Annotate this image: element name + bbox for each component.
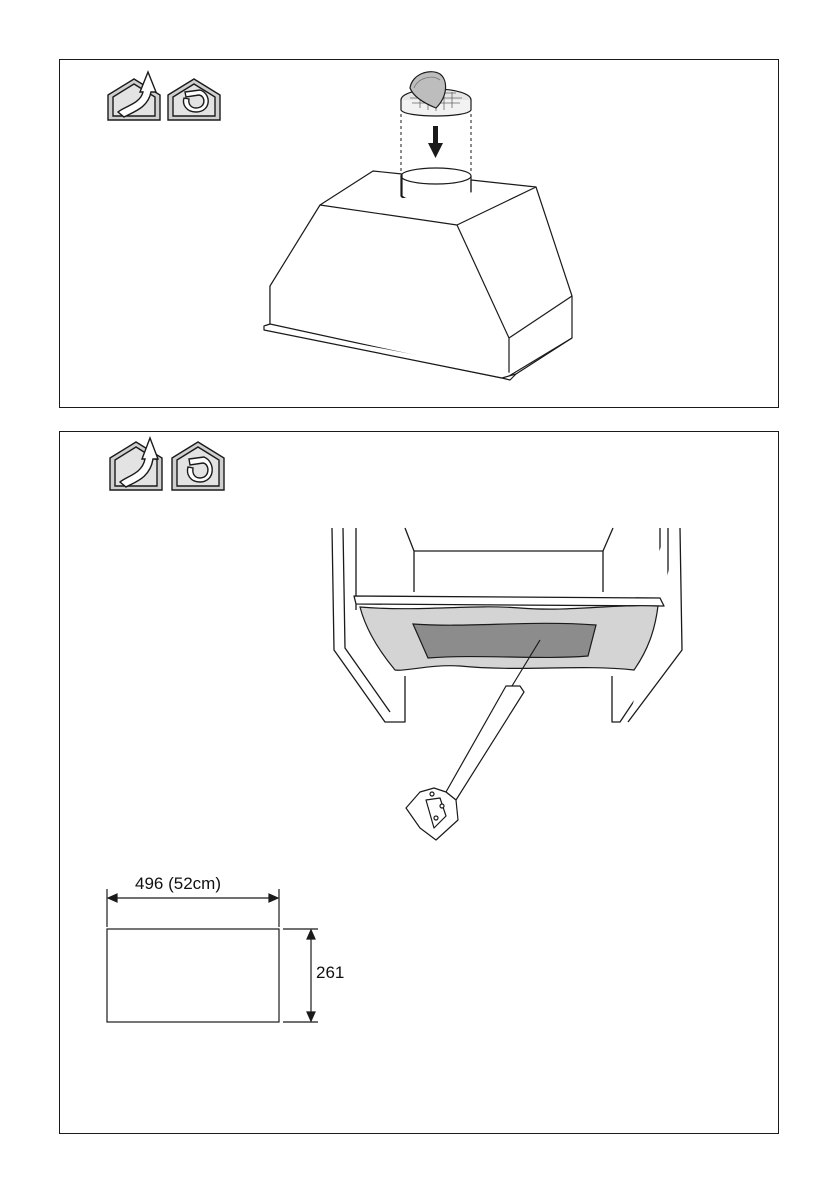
insert-arrow-icon xyxy=(428,126,443,158)
hood-insert-body xyxy=(264,171,572,380)
step-panel-cutout xyxy=(59,431,779,1134)
cutout-width-label: 496 (52cm) xyxy=(135,874,221,893)
check-valve-flange xyxy=(401,72,471,116)
cutout-height-label: 261 xyxy=(316,963,345,982)
recirculation-icon xyxy=(168,79,220,120)
ducted-extraction-icon xyxy=(108,72,160,120)
